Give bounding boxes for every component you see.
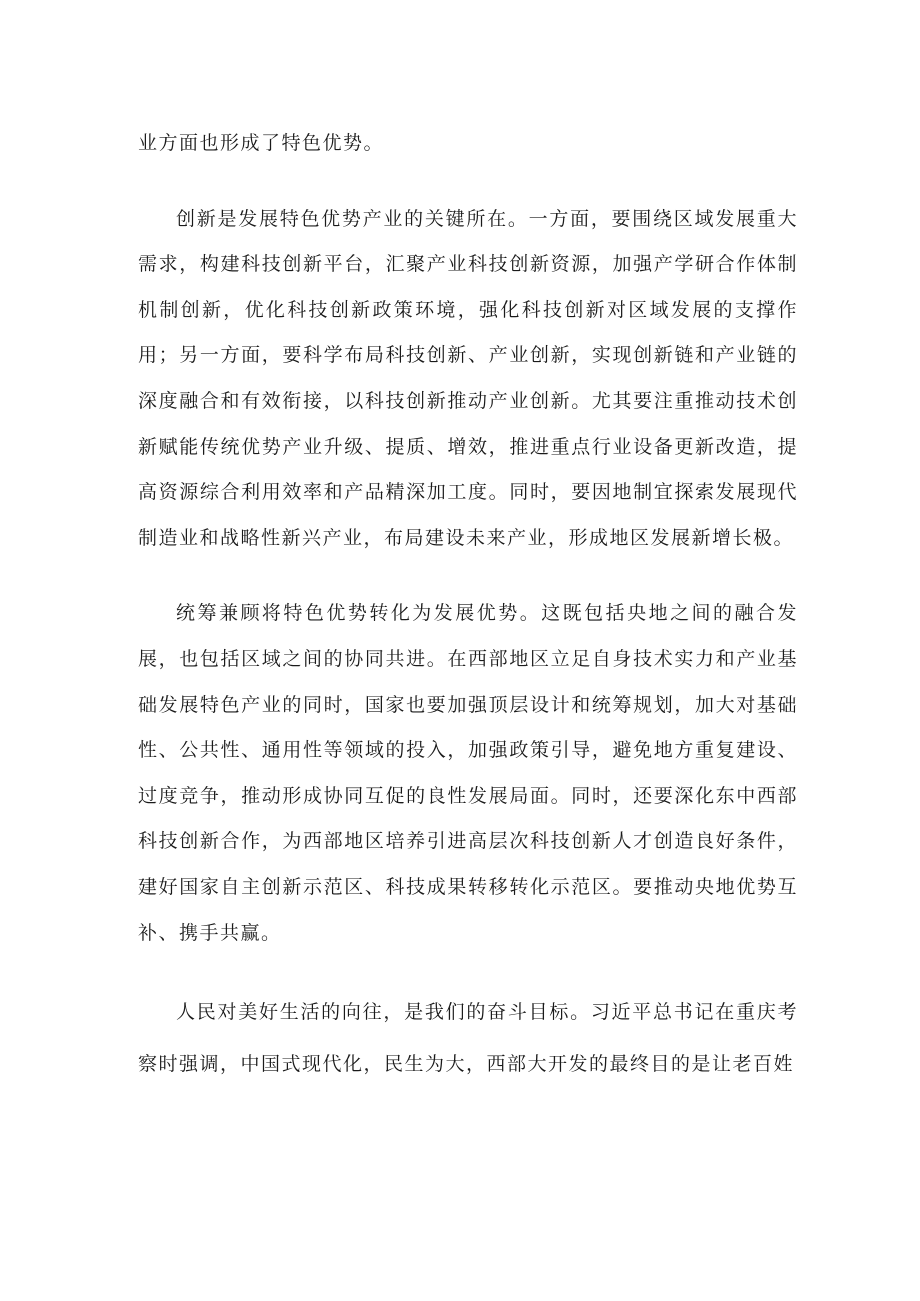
document-body: [138, 121, 798, 1120]
paragraph-continued: 业方面也形成了特色优势。: [138, 132, 385, 154]
paragraph-innovation: 创新是发展特色优势产业的关键所在。一方面，要围绕区域发展重大需求，构建科技创新平台，汇聚产业科技创新资源，加强产学研合作体制机制创新，优化科技创新政策环境，强化科技创新对区域发展的支撑作用；另一方面，要科学布局科技创新、产业创新，实现创新链和产业链的深度融合和有效衔接，以科技创新推动产业创新。尤其要注重推动技术创新赋能传统优势产业升级、提质、增效，推进重点行业设备更新改造，提高资源综合利用效率和产品精深加工度。同时，要因地制宜探索发展现代制造业和战略性新兴产业，布局建设未来产业，形成地区发展新增长极。: [138, 207, 798, 549]
paragraph-coordination: 统筹兼顾将特色优势转化为发展优势。这既包括央地之间的融合发展，也包括区域之间的协同共进。在西部地区立足自身技术实力和产业基础发展特色产业的同时，国家也要加强顶层设计和统筹规划，加大对基础性、公共性、通用性等领域的投入，加强政策引导，避免地方重复建设、过度竞争，推动形成协同互促的良性发展局面。同时，还要深化东中西部科技创新合作，为西部地区培养引进高层次科技创新人才创造良好条件，建好国家自主创新示范区、科技成果转移转化示范区。要推动央地优势互补、携手共赢。: [138, 602, 798, 944]
paragraph-livelihood: 人民对美好生活的向往，是我们的奋斗目标。习近平总书记在重庆考察时强调，中国式现代化，民生为大，西部大开发的最终目的是让老百姓: [138, 1001, 798, 1076]
